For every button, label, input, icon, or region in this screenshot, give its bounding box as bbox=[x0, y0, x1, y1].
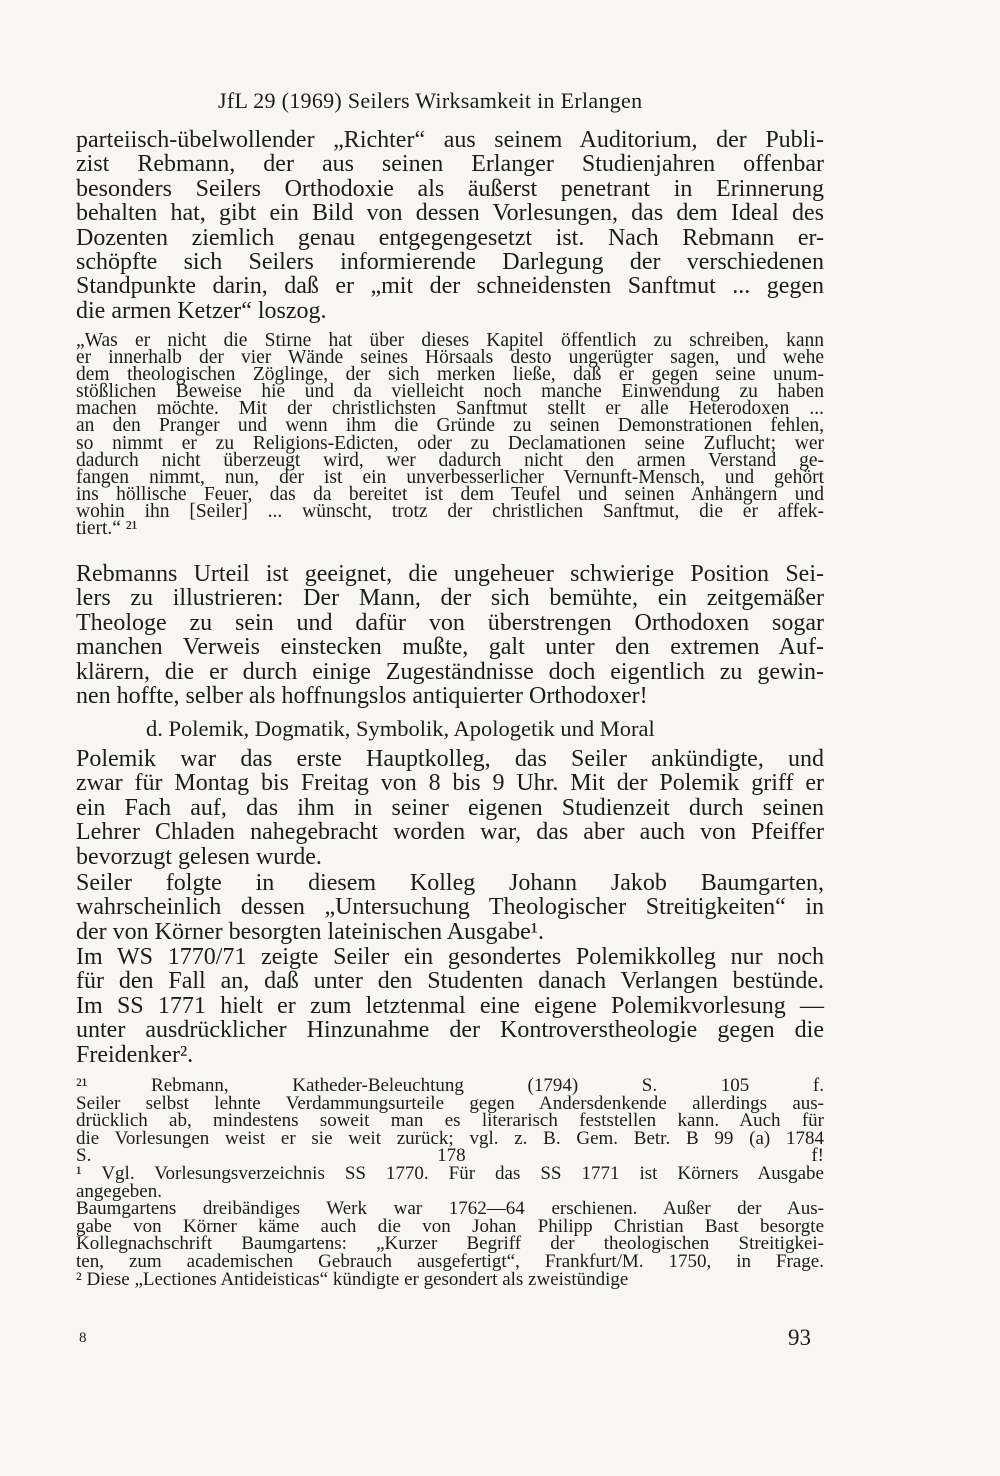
text-line: Im SS 1771 hielt er zum letztenmal eine eigene Polemikvorlesung — bbox=[76, 992, 824, 1019]
text-line: schöpfte sich Seilers informierende Darlegung der verschiedenen bbox=[76, 249, 824, 276]
signature-mark: 8 bbox=[79, 1330, 87, 1346]
text-line: ein Fach auf, das ihm in seiner eigenen Studienzeit durch seinen bbox=[76, 794, 824, 821]
text-line: lers zu illustrieren: Der Mann, der sich bemühte, ein zeitgemäßer bbox=[76, 585, 824, 612]
text-line: machen möchte. Mit der christlichsten Sanftmut stellt er alle Heterodoxen ... bbox=[76, 398, 824, 420]
text-line: Lehrer Chladen nahegebracht worden war, das aber auch von Pfeiffer bbox=[76, 819, 824, 846]
text-line: Theologe zu sein und dafür von überstrengen Orthodoxen sogar bbox=[76, 609, 824, 636]
text-line: an den Pranger und wenn ihm die Gründe zu seinen Demonstrationen fehlen, bbox=[76, 415, 824, 437]
page-number: 93 bbox=[788, 1325, 811, 1350]
text-line: behalten hat, gibt ein Bild von dessen Vorlesungen, das dem Ideal des bbox=[76, 200, 824, 227]
section-heading: d. Polemik, Dogmatik, Symbolik, Apologetik und Moral bbox=[146, 716, 655, 741]
text-line: wahrscheinlich dessen „Untersuchung Theologischer Streitigkeiten“ in bbox=[76, 894, 824, 921]
text-line: klärern, die er durch einige Zugeständnisse doch eigentlich zu gewin- bbox=[76, 658, 824, 685]
text-line: Baumgartens dreibändiges Werk war 1762—64 erschienen. Außer der Aus- bbox=[76, 1198, 824, 1220]
text-line: angegeben. bbox=[76, 1180, 162, 1202]
paragraph-5 bbox=[76, 945, 824, 1067]
text-line: Freidenker². bbox=[76, 1041, 194, 1068]
text-line: Seiler selbst lehnte Verdammungsurteile gegen Andersdenkende allerdings aus- bbox=[76, 1092, 824, 1114]
paragraph-2 bbox=[76, 562, 824, 708]
text-line: Kollegnachschrift Baumgartens: „Kurzer Begriff der theologischen Streitigkei- bbox=[76, 1233, 824, 1255]
text-line: ins höllische Feuer, das da bereitet ist dem Teufel und seinen Anhängern und bbox=[76, 483, 824, 505]
text-line: nen hoffte, selber als hoffnungslos antiquierter Orthodoxer! bbox=[76, 683, 648, 710]
text-line: der von Körner besorgten lateinischen Ausgabe¹. bbox=[76, 918, 544, 945]
text-line: ² Diese „Lectiones Antideisticas“ kündigte er gesondert als zweistündige bbox=[76, 1268, 629, 1290]
text-line: bevorzugt gelesen wurde. bbox=[76, 843, 322, 870]
text-line: S. 178 f! bbox=[76, 1145, 824, 1167]
text-line: „Was er nicht die Stirne hat über dieses Kapitel öffentlich zu schreiben, kann bbox=[76, 330, 824, 351]
text-line: Standpunkte darin, daß er „mit der schneidensten Sanftmut ... gegen bbox=[76, 273, 824, 300]
text-line: tiert.“ ²¹ bbox=[76, 518, 138, 540]
text-line: Dozenten ziemlich genau entgegengesetzt ist. Nach Rebmann er- bbox=[76, 224, 824, 251]
text-line: fangen nimmt, nun, der ist ein unverbesserlicher Vernunft-Mensch, und gehört bbox=[76, 466, 824, 488]
text-line: für den Fall an, daß unter den Studenten danach Verlangen bestünde. bbox=[76, 968, 824, 995]
paragraph-1 bbox=[76, 128, 824, 323]
text-line: ²¹ Rebmann, Katheder-Beleuchtung (1794) S. 105 f. bbox=[76, 1075, 824, 1096]
text-line: dadurch nicht überzeugt wird, wer dadurch nicht den armen Verstand ge- bbox=[76, 449, 824, 471]
paragraph-4 bbox=[76, 871, 824, 944]
text-line: Rebmanns Urteil ist geeignet, die ungeheuer schwierige Position Sei- bbox=[76, 561, 824, 587]
text-line: Im WS 1770/71 zeigte Seiler ein gesondertes Polemikkolleg nur noch bbox=[76, 944, 824, 970]
text-line: besonders Seilers Orthodoxie als äußerst penetrant in Erinnerung bbox=[76, 175, 824, 202]
text-line: Seiler folgte in diesem Kolleg Johann Jakob Baumgarten, bbox=[76, 870, 824, 896]
text-line: wohin ihn [Seiler] ... wünscht, trotz der christlichen Sanftmut, die er affek- bbox=[76, 500, 824, 522]
text-line: parteiisch-übelwollender „Richter“ aus seinem Auditorium, der Publi- bbox=[76, 127, 824, 153]
text-line: unter ausdrücklicher Hinzunahme der Kontroverstheologie gegen die bbox=[76, 1017, 824, 1044]
block-quote bbox=[76, 330, 824, 540]
text-line: manchen Verweis einstecken mußte, galt unter den extremen Auf- bbox=[76, 634, 824, 661]
text-line: ¹ Vgl. Vorlesungsverzeichnis SS 1770. Für das SS 1771 ist Körners Ausgabe bbox=[76, 1162, 824, 1184]
paragraph-3 bbox=[76, 747, 824, 869]
text-line: stößlichen Beweise hie und da vielleicht noch manche Einwendung zu haben bbox=[76, 381, 824, 403]
text-line: zwar für Montag bis Freitag von 8 bis 9 Uhr. Mit der Polemik griff er bbox=[76, 770, 824, 797]
text-line: die Vorlesungen weist er sie weit zurück; vgl. z. B. Gem. Betr. B 99 (a) 1784 bbox=[76, 1127, 824, 1149]
text-line: ten, zum academischen Gebrauch ausgefertigt“, Frankfurt/M. 1750, in Frage. bbox=[76, 1250, 824, 1272]
text-line: so nimmt er zu Religions-Edicten, oder zu Declamationen seine Zuflucht; wer bbox=[76, 432, 824, 454]
text-line: er innerhalb der vier Wände seines Hörsaals desto ungerügter sagen, und wehe bbox=[76, 347, 824, 369]
running-head: JfL 29 (1969) Seilers Wirksamkeit in Erlangen bbox=[218, 88, 643, 113]
footnotes bbox=[76, 1077, 824, 1288]
text-line: Polemik war das erste Hauptkolleg, das Seiler ankündigte, und bbox=[76, 746, 824, 772]
text-line: die armen Ketzer“ loszog. bbox=[76, 297, 327, 324]
text-line: gabe von Körner käme auch die von Johan Philipp Christian Bast besorgte bbox=[76, 1215, 824, 1237]
text-line: zist Rebmann, der aus seinen Erlanger Studienjahren offenbar bbox=[76, 151, 824, 178]
text-line: dem theologischen Zöglinge, der sich merken ließe, daß er gegen seine unum- bbox=[76, 364, 824, 386]
text-line: drücklich ab, mindestens soweit man es literarisch feststellen kann. Auch für bbox=[76, 1110, 824, 1132]
